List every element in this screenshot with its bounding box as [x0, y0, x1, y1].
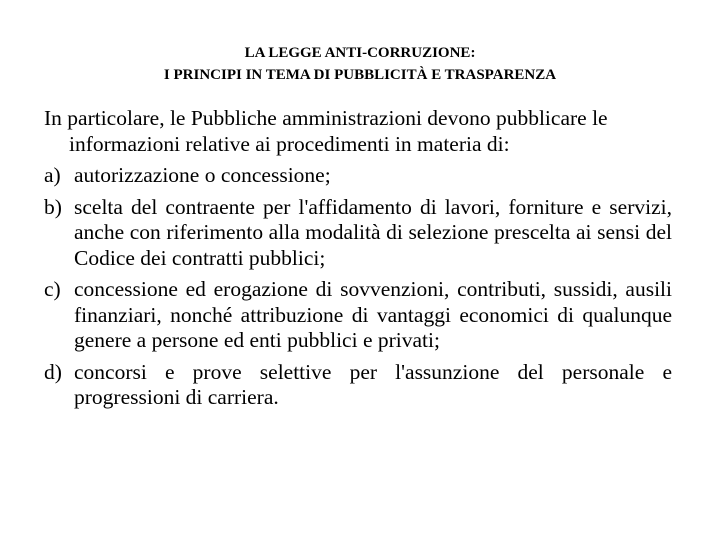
- list-item-text: scelta del contraente per l'affidamento di lavori, forniture e servizi, anche con riferimento alla modalità di selezione prescelta ai sensi del Codice dei contratti pubblici;: [74, 194, 672, 270]
- list-item-b: [44, 195, 672, 272]
- list-item-c: [44, 277, 672, 354]
- list-marker: a): [44, 163, 61, 187]
- list-item-d: [44, 360, 672, 411]
- slide-body: [44, 106, 672, 417]
- title-line-1: LA LEGGE ANTI-CORRUZIONE:: [244, 45, 476, 61]
- slide-title: [0, 42, 720, 86]
- list-marker: b): [44, 194, 62, 219]
- list-item-text: autorizzazione o concessione;: [74, 163, 331, 187]
- title-line-2: I PRINCIPI IN TEMA DI PUBBLICITÀ E TRASPARENZA: [163, 67, 557, 83]
- list-marker: d): [44, 359, 62, 384]
- list-item-text: concessione ed erogazione di sovvenzioni, contributi, sussidi, ausili finanziari, nonché attribuzione di vantaggi economici di qualunque genere a persone ed enti pubblici e privati;: [74, 277, 672, 352]
- list-item-text: concorsi e prove selettive per l'assunzione del personale e progressioni di carriera.: [74, 359, 672, 409]
- intro-paragraph: In particolare, le Pubbliche amministrazioni devono pubblicare le informazioni relative ai procedimenti in materia di:: [44, 106, 608, 156]
- list-item-a: [44, 163, 672, 189]
- list-marker: c): [44, 277, 61, 301]
